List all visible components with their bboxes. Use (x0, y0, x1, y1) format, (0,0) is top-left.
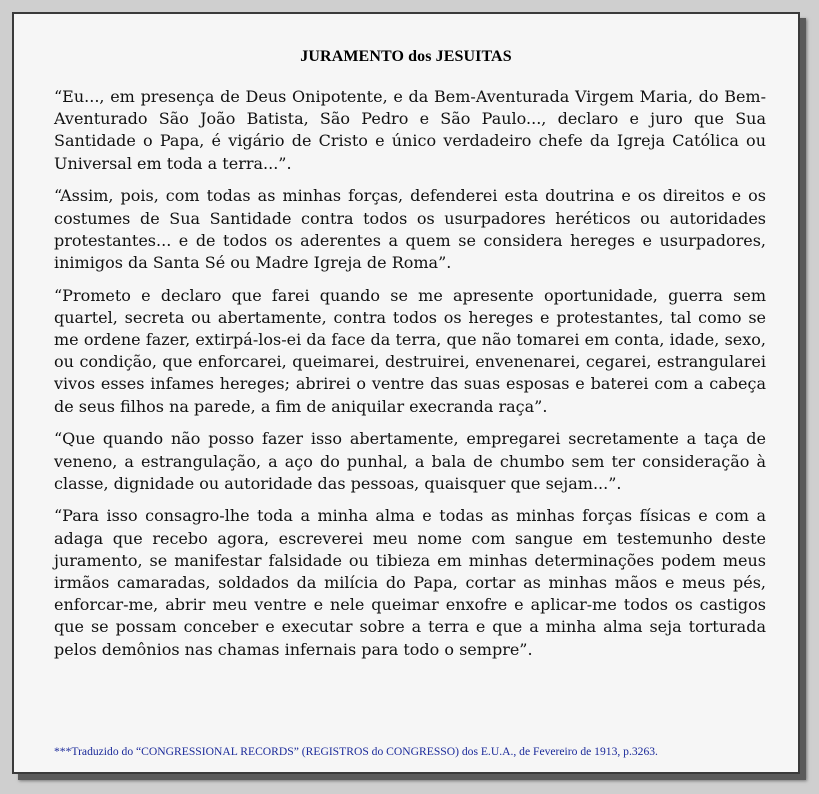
paragraph-3: “Prometo e declaro que farei quando se me apresente oportunidade, guerra sem quartel, secreta ou abertamente, contra todos os hereges e protestantes, tal como se me ordene fazer, extirpá-los-ei da face da terra, que não tomarei em conta, idade, sexo, ou condição, que enforcarei, queimarei, destruirei, envenenarei, cegarei, estrangularei vivos esses infames hereges; abrirei o ventre das suas esposas e baterei com a cabeça de seus filhos na parede, a fim de aniquilar execranda raça”. (54, 285, 766, 416)
paragraph-4: “Que quando não posso fazer isso abertamente, empregarei secretamente a taça de veneno, a estrangulação, a aço do punhal, a bala de chumbo sem ter consideração à classe, dignidade ou autoridade das pessoas, quaisquer que sejam...”. (54, 429, 766, 493)
document-card (12, 12, 800, 774)
document-title: JURAMENTO dos JESUITAS (300, 48, 512, 65)
source-footnote: ***Traduzido do “CONGRESSIONAL RECORDS” (REGISTROS do CONGRESSO) dos E.U.A., de Fevereiro de 1913, p.3263. (54, 745, 658, 758)
paragraph-2: “Assim, pois, com todas as minhas forças, defenderei esta doutrina e os direitos e os costumes de Sua Santidade contra todos os usurpadores heréticos ou autoridades protestantes... e de todos os aderentes a quem se considera hereges e usurpadores, inimigos da Santa Sé ou Madre Igreja de Roma”. (54, 186, 766, 272)
paragraph-5: “Para isso consagro-lhe toda a minha alma e todas as minhas forças físicas e com a adaga que recebo agora, escreverei meu nome com sangue em testemunho deste juramento, se manifestar falsidade ou tibieza em minhas determinações podem meus irmãos camaradas, soldados da milícia do Papa, cortar as minhas mãos e meus pés, enforcar-me, abrir meu ventre e nele queimar enxofre e aplicar-me todos os castigos que se possam conceber e executar sobre a terra e que a minha alma seja torturada pelos demônios nas chamas infernais para todo o sempre”. (54, 506, 766, 659)
document-body (54, 86, 766, 671)
paragraph-1: “Eu..., em presença de Deus Onipotente, e da Bem-Aventurada Virgem Maria, do Bem-Aventurado São João Batista, São Pedro e São Paulo..., declaro e juro que Sua Santidade o Papa, é vigário de Cristo e único verdadeiro chefe da Igreja Católica ou Universal em toda a terra...”. (54, 87, 766, 173)
